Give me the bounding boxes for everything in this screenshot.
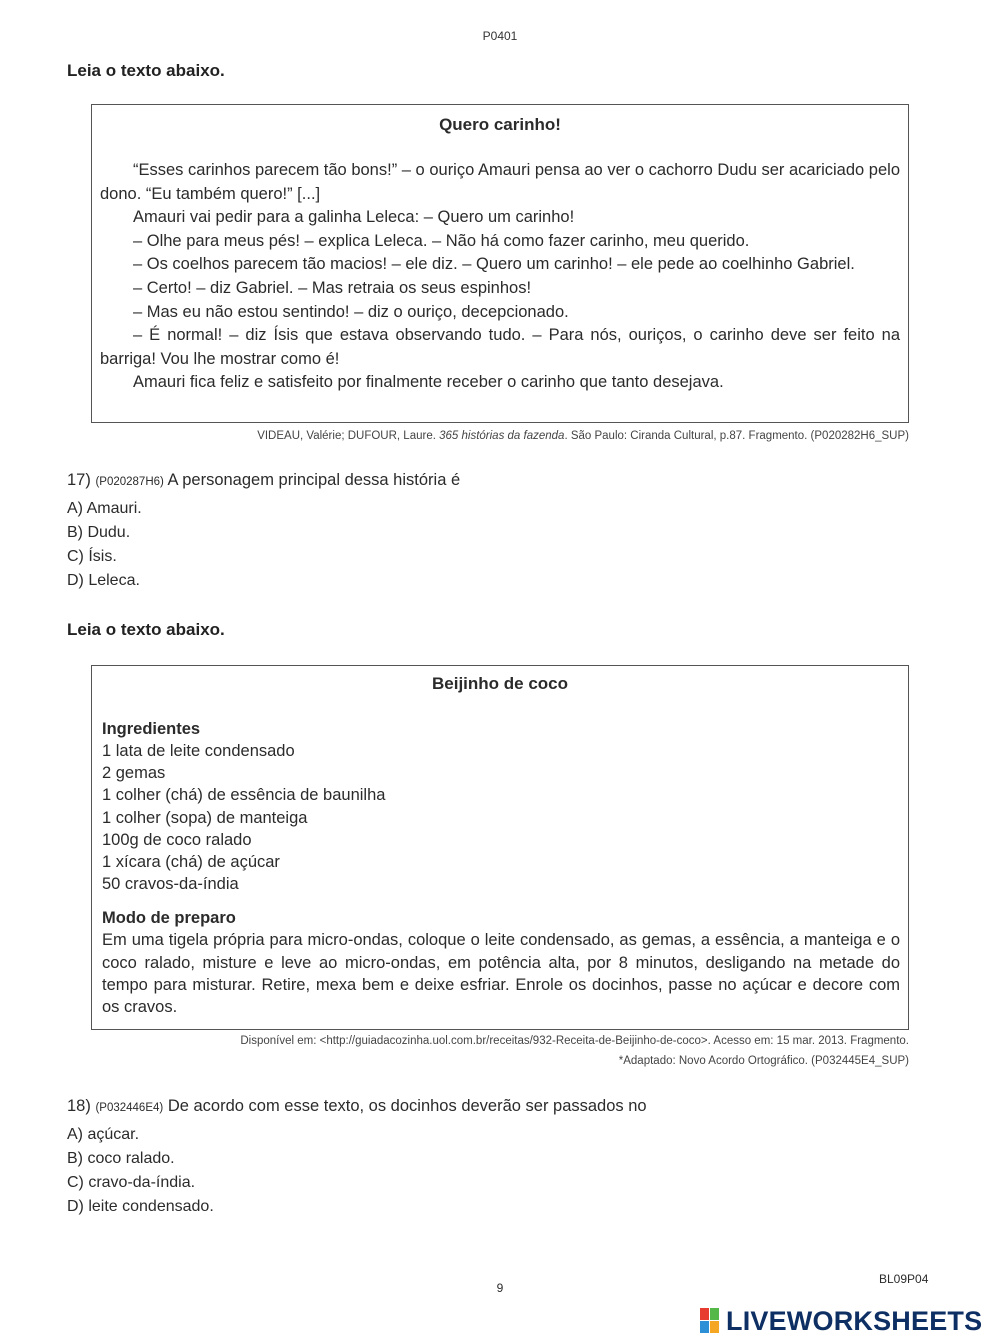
recipe-title: Beijinho de coco (431, 674, 569, 693)
story-paragraph: – Certo! – diz Gabriel. – Mas retraia os seus espinhos! (133, 278, 532, 297)
ingredient-item: 1 xícara (chá) de açúcar (102, 853, 280, 872)
ingredient-item: 1 lata de leite condensado (102, 742, 295, 760)
source-book: 365 histórias da fazenda (439, 430, 565, 442)
brand-name: LIVEWORKSHEETS (726, 1305, 983, 1336)
story-box (91, 104, 909, 423)
page-code: P0401 (482, 29, 518, 43)
question-text: De acordo com esse texto, os docinhos deverão ser passados no (167, 1097, 647, 1115)
ingredient-item: 1 colher (chá) de essência de baunilha (102, 786, 386, 805)
story-paragraph: – Olhe para meus pés! – explica Leleca. – Não há como fazer carinho, meu querido. (133, 231, 750, 250)
option-d[interactable]: D) Leleca. (67, 572, 140, 589)
question-18 (67, 1097, 647, 1116)
question-text: A personagem principal dessa história é (167, 471, 461, 489)
ingredient-item: 100g de coco ralado (102, 830, 252, 849)
ingredients-heading: Ingredientes (102, 720, 201, 738)
option-c[interactable]: C) Ísis. (67, 548, 117, 565)
story-paragraph: Amauri vai pedir para a galinha Leleca: – Quero um carinho! (133, 208, 575, 227)
option-b[interactable]: B) Dudu. (67, 524, 131, 541)
story-text (100, 159, 900, 395)
option-d[interactable]: D) leite condensado. (67, 1198, 214, 1215)
booklet-code: BL09P04 (879, 1272, 929, 1286)
recipe-source-line1: Disponível em: <http://guiadacozinha.uol.com.br/receitas/932-Receita-de-Beijinho-de-coco>. Acesso em: 15 mar. 2013. Fragmento. (240, 1035, 909, 1047)
ingredient-item: 1 colher (sopa) de manteiga (102, 808, 308, 827)
recipe-source-line2: *Adaptado: Novo Acordo Ortográfico. (P032445E4_SUP) (618, 1055, 909, 1067)
recipe-box (91, 665, 909, 1030)
option-a[interactable]: A) Amauri. (67, 500, 142, 517)
ingredient-item: 2 gemas (102, 764, 166, 783)
story-paragraph: “Esses carinhos parecem tão bons!” – o ouriço Amauri pensa ao ver o cachorro Dudu ser acariciado pelo dono. “Eu também quero!” [...] (100, 161, 900, 203)
question-code: (P020287H6) (95, 476, 164, 488)
question-number: 18) (67, 1097, 91, 1115)
liveworksheets-logo-icon (700, 1308, 720, 1334)
method-heading: Modo de preparo (102, 909, 236, 928)
instruction-1: Leia o texto abaixo. (67, 61, 225, 80)
story-paragraph: – É normal! – diz Ísis que estava observando tudo. – Para nós, ouriços, o carinho deve ser feito na barriga! Vou lhe mostrar como é! (100, 326, 900, 368)
ingredient-item: 50 cravos-da-índia (102, 875, 239, 894)
option-b[interactable]: B) coco ralado. (67, 1150, 175, 1167)
method-text: Em uma tigela própria para micro-ondas, coloque o leite condensado, as gemas, a essência, a manteiga e o coco ralado, misture e leve ao micro-ondas, em potência alta, por 8 minutos, desligando na metade do tempo para misturar. Retire, mexa bem e deixe esfriar. Enrole os docinhos, passe no açúcar e decore com os cravos. (102, 931, 900, 1017)
story-paragraph: – Os coelhos parecem tão macios! – ele diz. – Quero um carinho! – ele pede ao coelhinho Gabriel. (133, 255, 855, 274)
question-number: 17) (67, 471, 91, 489)
recipe-content (102, 718, 900, 1018)
story-title: Quero carinho! (439, 115, 561, 134)
page-number: 9 (496, 1281, 504, 1295)
liveworksheets-logo[interactable] (700, 1306, 982, 1336)
source-rest: . São Paulo: Ciranda Cultural, p.87. Fragmento. (P020282H6_SUP) (564, 430, 909, 442)
question-17 (67, 471, 460, 490)
instruction-2: Leia o texto abaixo. (67, 620, 225, 639)
question-code: (P032446E4) (95, 1102, 164, 1114)
source-authors: VIDEAU, Valérie; DUFOUR, Laure. (257, 430, 436, 442)
story-paragraph: Amauri fica feliz e satisfeito por finalmente receber o carinho que tanto desejava. (133, 373, 724, 392)
story-paragraph: – Mas eu não estou sentindo! – diz o ouriço, decepcionado. (133, 302, 569, 321)
option-a[interactable]: A) açúcar. (67, 1126, 140, 1143)
option-c[interactable]: C) cravo-da-índia. (67, 1174, 196, 1191)
story-source (257, 430, 909, 442)
